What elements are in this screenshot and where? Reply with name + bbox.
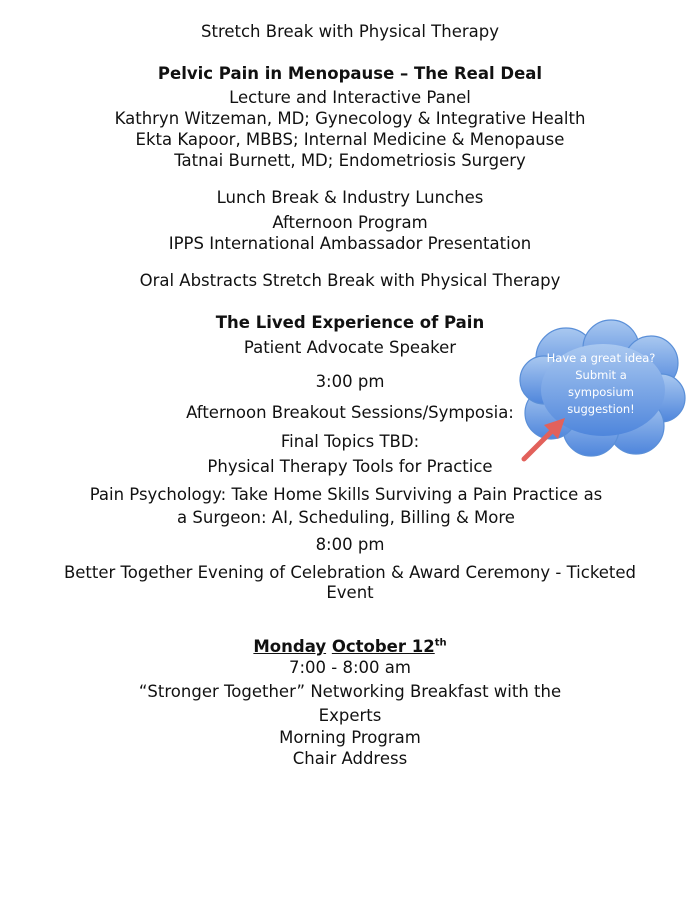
chair-address-line: Chair Address (292, 749, 408, 768)
cloud-callout-text: Have a great idea? Submit a symposium suggestion! (546, 351, 656, 416)
evening-celebration-line-2: Event (326, 583, 374, 602)
pointer-arrow-icon (518, 415, 568, 465)
stretch-break-line: Stretch Break with Physical Therapy (201, 22, 499, 41)
evening-celebration-line-1: Better Together Evening of Celebration & Award Ceremony - Ticketed (63, 563, 637, 582)
date-suffix: th (434, 637, 447, 649)
speaker-kapoor: Ekta Kapoor, MBBS; Internal Medicine & Menopause (135, 130, 565, 149)
speaker-burnett: Tatnai Burnett, MD; Endometriosis Surgery (174, 151, 526, 170)
afternoon-program-line: Afternoon Program (272, 213, 428, 232)
lecture-panel-line: Lecture and Interactive Panel (229, 88, 471, 107)
lunch-break-line: Lunch Break & Industry Lunches (216, 188, 484, 207)
ipps-presentation-line: IPPS International Ambassador Presentation (168, 234, 532, 253)
time-8pm: 8:00 pm (315, 535, 385, 554)
oral-abstracts-line: Oral Abstracts Stretch Break with Physical Therapy (139, 271, 561, 290)
final-topics-line: Final Topics TBD: (280, 432, 420, 451)
monday-date: October 12 (331, 637, 435, 656)
breakout-sessions-line: Afternoon Breakout Sessions/Symposia: (186, 403, 514, 422)
pain-psychology-line-2: a Surgeon: AI, Scheduling, Billing & More (177, 508, 515, 527)
time-3pm: 3:00 pm (315, 372, 385, 391)
pelvic-pain-title: Pelvic Pain in Menopause – The Real Deal (157, 64, 543, 83)
monday-day: Monday (253, 637, 327, 656)
monday-heading (0, 637, 700, 657)
pain-psychology-line-1: Pain Psychology: Take Home Skills Surviving a Pain Practice as (89, 485, 603, 504)
breakfast-line-1: “Stronger Together” Networking Breakfast with the (138, 682, 562, 701)
morning-program-line: Morning Program (279, 728, 421, 747)
patient-advocate-line: Patient Advocate Speaker (243, 338, 457, 357)
pt-tools-line: Physical Therapy Tools for Practice (207, 457, 493, 476)
breakfast-line-2: Experts (318, 706, 382, 725)
speaker-witzeman: Kathryn Witzeman, MD; Gynecology & Integrative Health (114, 109, 586, 128)
lived-experience-title: The Lived Experience of Pain (215, 313, 485, 332)
breakfast-time: 7:00 - 8:00 am (289, 658, 411, 677)
